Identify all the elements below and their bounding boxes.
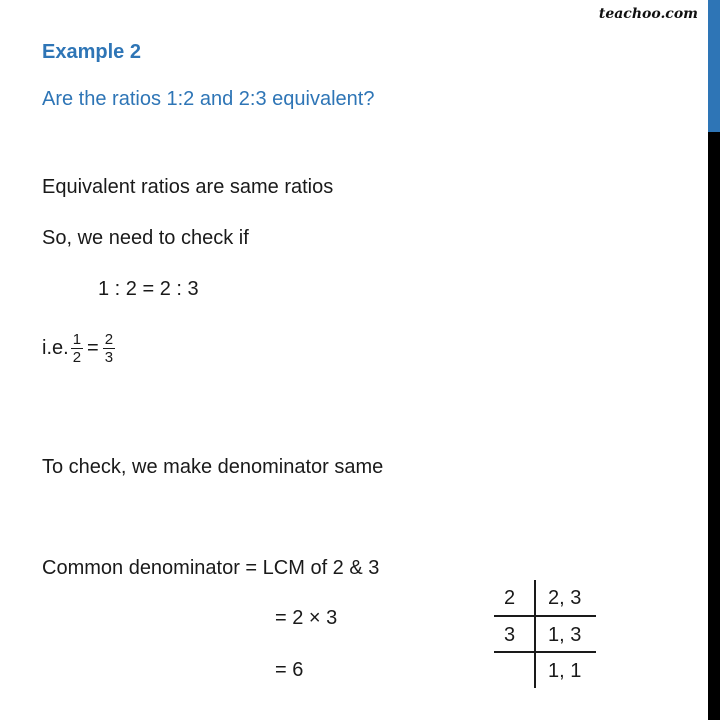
lcm-division-table [494, 580, 596, 688]
table-values: 2, 3 [548, 587, 582, 609]
question-text: Are the ratios 1:2 and 2:3 equivalent? [42, 88, 375, 110]
line-equivalent: Equivalent ratios are same ratios [42, 176, 334, 198]
line-to-check: To check, we make denominator same [42, 456, 384, 478]
table-values: 1, 1 [548, 660, 582, 682]
table-horizontal-line [494, 615, 596, 617]
fraction-equals: = [87, 337, 99, 359]
ratio-equation: 1 : 2 = 2 : 3 [98, 278, 199, 300]
fraction-right-numerator: 2 [104, 331, 114, 348]
example-title: Example 2 [42, 41, 141, 63]
scrollbar-thumb[interactable] [708, 0, 720, 132]
table-horizontal-line [494, 651, 596, 653]
table-vertical-line [534, 580, 536, 688]
scrollbar-track[interactable] [708, 0, 720, 720]
watermark: teachoo.com [598, 6, 698, 22]
table-values: 1, 3 [548, 624, 582, 646]
line-step-product: = 2 × 3 [275, 607, 338, 629]
line-step-result: = 6 [275, 659, 304, 681]
fraction-equation [42, 331, 117, 366]
line-common-denominator: Common denominator = LCM of 2 & 3 [42, 557, 380, 579]
fraction-left-numerator: 1 [72, 331, 82, 348]
fraction-right-denominator: 3 [104, 349, 114, 366]
line-need-check: So, we need to check if [42, 227, 249, 249]
table-divisor: 2 [504, 587, 516, 609]
fraction-left [71, 331, 83, 366]
ie-label: i.e. [42, 337, 69, 359]
fraction-left-denominator: 2 [72, 349, 82, 366]
fraction-right [103, 331, 115, 366]
table-divisor: 3 [504, 624, 516, 646]
